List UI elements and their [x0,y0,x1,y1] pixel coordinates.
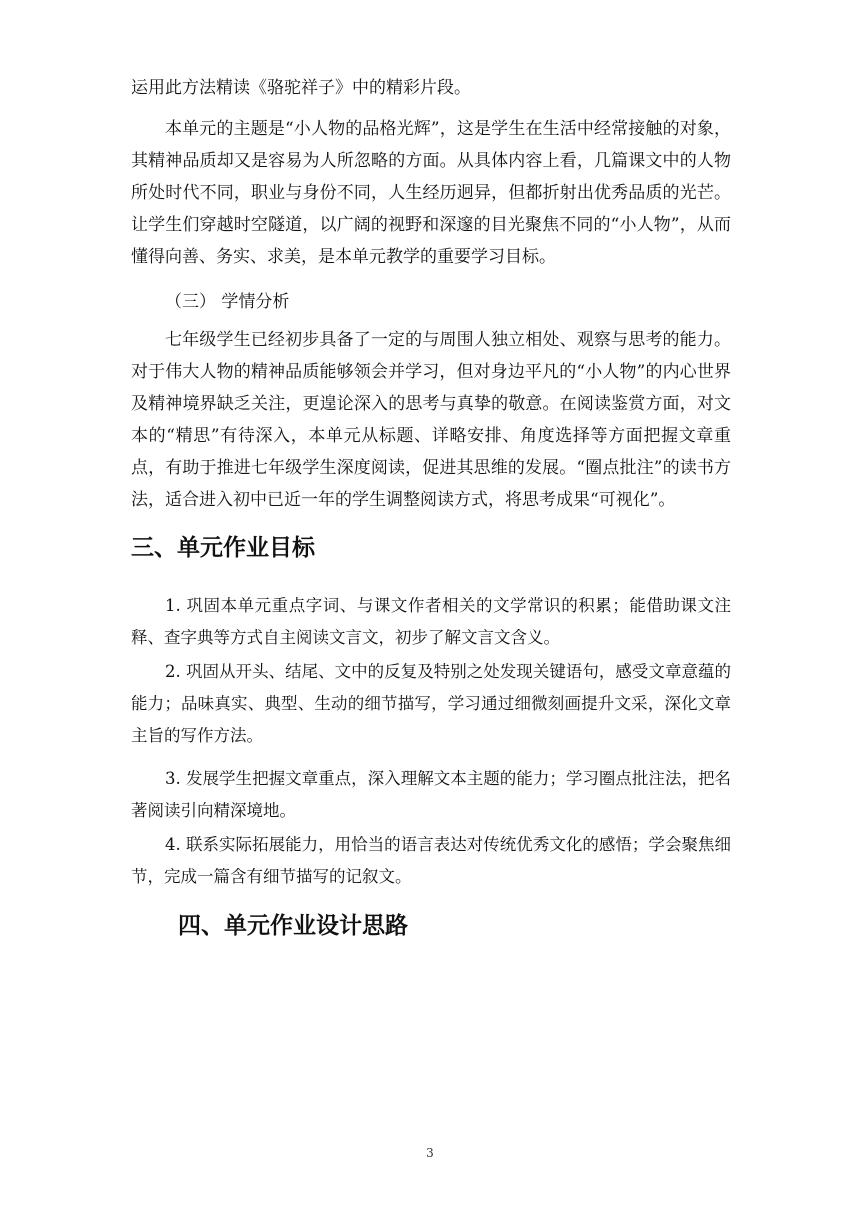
goal-item-4: 4. 联系实际拓展能力，用恰当的语言表达对传统优秀文化的感悟；学会聚焦细节，完成一篇含有细节描写的记叙文。 [131,835,731,886]
paragraph-continuation: 运用此方法精读《骆驼祥子》中的精彩片段。 [131,78,471,98]
subheading-learner-analysis: （三） 学情分析 [165,292,290,312]
paragraph-unit-theme: 本单元的主题是“小人物的品格光辉”，这是学生在生活中经常接触的对象，其精神品质却又是容易为人所忽略的方面。从具体内容上看，几篇课文中的人物所处时代不同，职业与身份不同，人生经历迥异，但都折射出优秀品质的光芒。让学生们穿越时空隧道，以广阔的视野和深邃的目光聚焦不同的“小人物”，从而懂得向善、务实、求美，是本单元教学的重要学习目标。 [131,119,731,267]
paragraph-learner-analysis: 七年级学生已经初步具备了一定的与周围人独立相处、观察与思考的能力。对于伟大人物的精神品质能够领会并学习，但对身边平凡的“小人物”的内心世界及精神境界缺乏关注，更遑论深入的思考与真挚的敬意。在阅读鉴赏方面，对文本的“精思”有待深入，本单元从标题、详略安排、角度选择等方面把握文章重点，有助于推进七年级学生深度阅读，促进其思维的发展。“圈点批注”的读书方法，适合进入初中已近一年的学生调整阅读方式，将思考成果“可视化”。 [131,330,731,510]
goal-item-1: 1. 巩固本单元重点字词、与课文作者相关的文学常识的积累；能借助课文注释、查字典等方式自主阅读文言文，初步了解文言文含义。 [131,596,731,647]
goal-item-3: 3. 发展学生把握文章重点，深入理解文本主题的能力；学习圈点批注法，把名著阅读引向精深境地。 [131,769,731,820]
page-number: 3 [426,1146,434,1160]
section-heading-goals: 三、单元作业目标 [131,535,315,561]
goal-item-2: 2. 巩固从开头、结尾、文中的反复及特别之处发现关键语句，感受文章意蕴的能力；品味真实、典型、生动的细节描写，学习通过细微刻画提升文采，深化文章主旨的写作方法。 [131,662,731,745]
section-heading-design: 四、单元作业设计思路 [178,913,408,939]
